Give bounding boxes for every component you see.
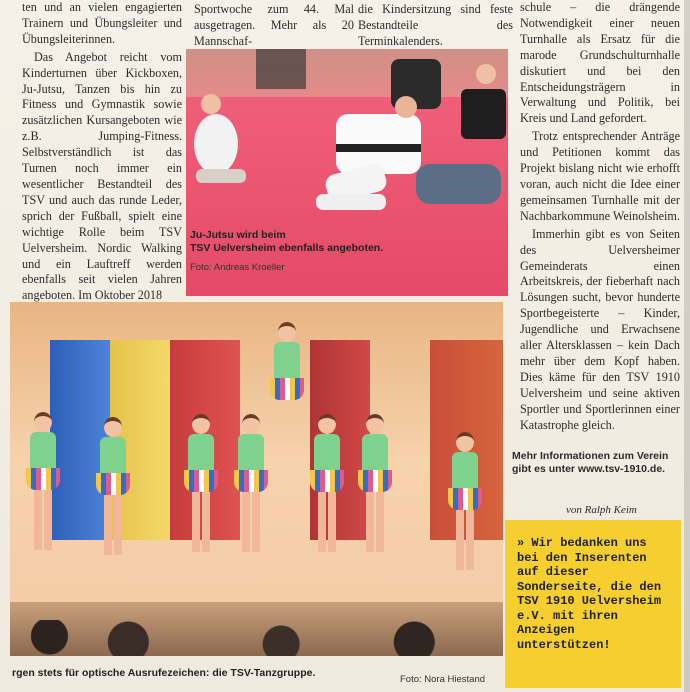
article-column-2 — [194, 2, 354, 50]
column-1-paragraph-2: Das Angebot reicht vom Kinderturnen über Kickboxen, Ju-Jutsu, Tanzen bis hin zu Fitness und Gymnastik sowie zusätzlichen Kursangeboten wie z.B. Jumping-Fitness. Selbstverständlich ist das Turnen noch immer ein wesentlicher Bestandteil des TSV und auch das runde Leder, sprich der Fußball, spielt eine wichtige Rolle beim TSV Uelversheim. Nordic Walking und ein Lauftreff werden ebenfalls seit vielen Jahren angeboten. Im Oktober 2018 — [22, 49, 182, 303]
column-4-paragraph-2: Trotz entsprechender Anträge und Petitionen kommt das Projekt bislang nicht wie erhofft voran, auch nicht die Idee einer gemeinsamen Turnhalle mit der Nachbarkommune Weinolsheim. — [520, 129, 680, 223]
dance-group-caption: rgen stets für optische Ausrufezeichen: die TSV-Tanzgruppe. — [12, 667, 316, 679]
column-2-paragraph-1: Sportwoche zum 44. Mal ausgetragen. Mehr als 20 Mannschaf- — [194, 2, 354, 48]
dance-group-photo-credit: Foto: Nora Hiestand — [400, 674, 486, 685]
dance-group-photo — [10, 302, 503, 656]
more-info-line-2: gibt es unter www.tsv-1910.de. — [512, 463, 666, 475]
author-byline: von Ralph Keim — [566, 504, 637, 516]
thanks-text: » Wir bedanken uns bei den Inserenten auf dieser Sonderseite, die den TSV 1910 Uelversheim e.V. mit ihren Anzeigen unterstützen! — [517, 536, 662, 652]
column-3-paragraph-1: die Kindersitzung sind feste Bestandteile des Terminkalenders. — [358, 2, 513, 48]
ju-jutsu-figures — [186, 49, 508, 296]
article-column-3 — [358, 2, 513, 50]
article-column-4 — [520, 0, 680, 433]
column-4-paragraph-1: schule – die drängende Notwendigkeit einer neuen Turnhalle als Ersatz für die marode Grundschulturnhalle diskutiert und bei den Entscheidungsträgern in Verwaltung und Politik, bei Kreis und Land gefordert. — [520, 0, 680, 126]
column-1-paragraph-1: ten und an vielen engagierten Trainern und Übungsleiter und Übungsleiterinnen. — [22, 0, 182, 46]
ju-jutsu-photo — [186, 49, 508, 296]
page-edge-shadow — [684, 0, 690, 692]
audience-heads — [10, 620, 503, 656]
ju-jutsu-caption-line-1: Ju-Jutsu wird beim — [190, 229, 286, 241]
ju-jutsu-photo-credit: Foto: Andreas Kroeller — [190, 262, 285, 273]
ju-jutsu-caption — [190, 229, 390, 255]
ju-jutsu-caption-line-2: TSV Uelversheim ebenfalls angeboten. — [190, 242, 384, 254]
column-4-paragraph-3: Immerhin gibt es von Seiten des Uelversheimer Gemeinderats einen Arbeitskreis, der fieberhaft nach Lösungen sucht, bevor hunderte Sportbegeisterte – Kinder, Jugendliche und Erwachsene aller Altersklassen – kein Dach mehr über dem Kopf haben. Dies käme für den TSV 1910 Uelversheim und seine aktiven Sportler und Sportlerinnen einer Katastrophe gleich. — [520, 226, 680, 432]
more-info-box — [512, 450, 678, 476]
article-column-1 — [22, 0, 182, 304]
more-info-line-1: Mehr Informationen zum Verein — [512, 450, 669, 462]
thanks-box — [505, 520, 681, 688]
